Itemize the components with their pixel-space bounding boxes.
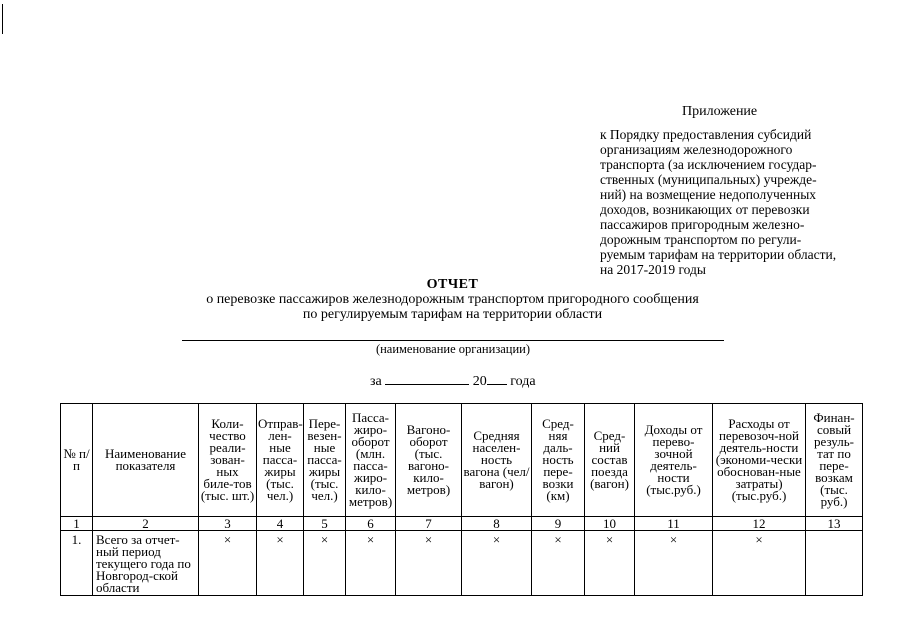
header-cell: Средняя населен-ность вагона (чел/вагон) <box>462 404 532 517</box>
header-row <box>61 404 863 517</box>
row-name: Всего за отчет-ный период текущего года по Новгород-ской области <box>93 531 199 596</box>
header-cell: Сред-ний состав поезда (вагон) <box>585 404 635 517</box>
table-row <box>61 531 863 596</box>
header-cell: Расходы от перевозоч-ной деятель-ности (экономи-чески обоснован-ные затраты) (тыс.руб.) <box>713 404 806 517</box>
data-cell: × <box>713 531 806 596</box>
column-number-row <box>61 517 863 531</box>
header-cell: Коли-чество реали-зован-ных биле-тов (тыс. шт.) <box>199 404 257 517</box>
page-edge-mark <box>2 4 3 34</box>
column-number: 10 <box>585 517 635 531</box>
column-number: 7 <box>396 517 462 531</box>
column-number: 6 <box>346 517 396 531</box>
period-prefix: за <box>370 374 382 389</box>
column-number: 3 <box>199 517 257 531</box>
header-cell: Доходы от перево-зочной деятель-ности (тыс.руб.) <box>635 404 713 517</box>
data-cell <box>806 531 863 596</box>
organization-caption: (наименование организации) <box>375 342 531 356</box>
column-number: 4 <box>257 517 304 531</box>
column-number: 8 <box>462 517 532 531</box>
data-cell: × <box>346 531 396 596</box>
column-number: 12 <box>713 517 806 531</box>
year-blank <box>487 372 507 385</box>
header-cell: Наименование показателя <box>93 404 199 517</box>
column-number: 11 <box>635 517 713 531</box>
data-cell: × <box>532 531 585 596</box>
appendix-text: к Порядку предоставления субсидий организациям железнодорожного транспорта (за исключением государ- ственных (муниципальных) учрежде- ний) на возмещение недополученных доходов, возникающих от перевозки пассажиров пригородным железно- дорожным транспортом по регули- руемым тарифам на территории области, на 2017-2019 годы <box>600 127 837 277</box>
data-cell: × <box>585 531 635 596</box>
column-number: 1 <box>61 517 93 531</box>
column-number: 13 <box>806 517 863 531</box>
row-number: 1. <box>61 531 93 596</box>
period-blank <box>385 372 469 385</box>
header-cell: Вагоно-оборот (тыс. вагоно-кило-метров) <box>396 404 462 517</box>
header-cell: Финан-совый резуль-тат по пере-возкам (тыс. руб.) <box>806 404 863 517</box>
period-year-prefix: 20 <box>472 374 487 389</box>
data-cell: × <box>257 531 304 596</box>
data-cell: × <box>635 531 713 596</box>
data-cell: × <box>199 531 257 596</box>
appendix-title: Приложение <box>682 104 758 119</box>
report-table <box>60 403 863 596</box>
header-cell: Пасса-жиро-оборот (млн. пасса-жиро-кило-метров) <box>346 404 396 517</box>
column-number: 9 <box>532 517 585 531</box>
data-cell: × <box>304 531 346 596</box>
column-number: 2 <box>93 517 199 531</box>
report-subtitle: о перевозке пассажиров железнодорожным транспортом пригородного сообщения по регулируемым тарифам на территории области <box>206 292 699 322</box>
header-cell: Отправ-лен-ные пасса-жиры (тыс. чел.) <box>257 404 304 517</box>
organization-name-line <box>182 340 724 341</box>
column-number: 5 <box>304 517 346 531</box>
header-cell: Пере-везен-ные пасса-жиры (тыс. чел.) <box>304 404 346 517</box>
data-cell: × <box>462 531 532 596</box>
report-period <box>370 372 536 390</box>
header-cell: Сред-няя даль-ность пере-возки (км) <box>532 404 585 517</box>
header-cell: № п/п <box>61 404 93 517</box>
report-title: ОТЧЕТ <box>426 277 479 292</box>
period-suffix: года <box>510 374 536 389</box>
data-cell: × <box>396 531 462 596</box>
